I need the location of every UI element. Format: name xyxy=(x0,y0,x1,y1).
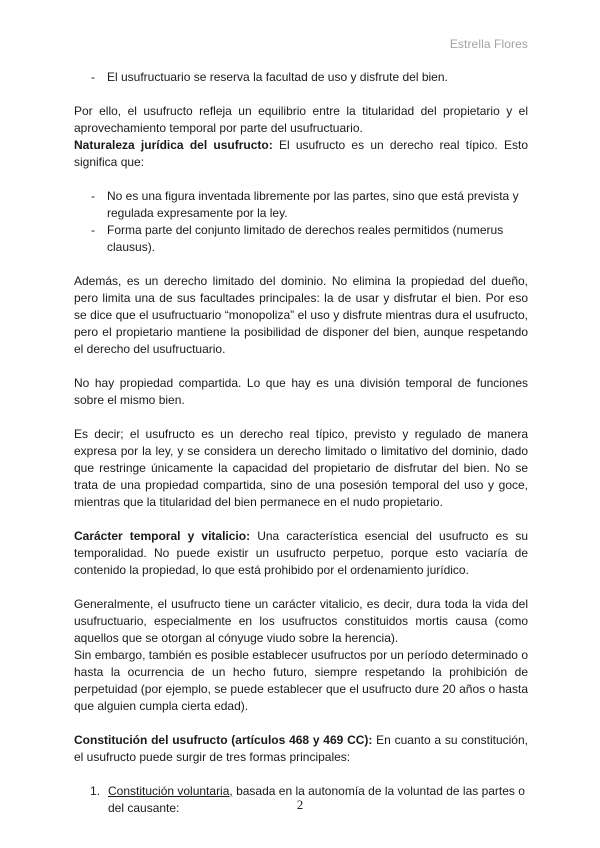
paragraph: Por ello, el usufructo refleja un equilibrio entre la titularidad del propietario y el aprovechamiento temporal por parte del usufructuario. xyxy=(74,104,528,135)
paragraph: Además, es un derecho limitado del dominio. No elimina la propiedad del dueño, pero limita una de sus facultades principales: la de usar y disfrutar el bien. Por eso se dice que el usufructuario “monopoliza” el uso y disfrute mientras dura el usufructo, pero el propietario mantiene la posibilidad de disponer del bien, aunque respetando el derecho del usufructuario. xyxy=(74,274,528,356)
section-heading: Constitución del usufructo (artículos 468 y 469 CC): xyxy=(74,733,373,747)
item-underlined-term: Constitución voluntaria, xyxy=(108,784,233,798)
paragraph: Es decir; el usufructo es un derecho real típico, previsto y regulado de manera expresa por la ley, y se considera un derecho limitado o limitativo del dominio, dado que restringe únicamente la capacidad del propietario de disfrutar del bien. No se trata de una propiedad compartida, sino de una posesión temporal del uso y goce, mientras que la titularidad del bien permanece en el nudo propietario. xyxy=(74,427,528,509)
paragraph-naturaleza xyxy=(74,137,528,171)
paragraph: Sin embargo, también es posible establecer usufructos por un período determinado o hasta la ocurrencia de un hecho futuro, siempre respetando la prohibición de perpetuidad (por ejemplo, se puede establecer que el usufructo dure 20 años o hasta que alguien cumpla cierta edad). xyxy=(74,648,528,713)
paragraph-text: Una característica esencial del usufructo es su temporalidad. No puede existir un usufructo perpetuo, porque esto vaciaría de contenido la propiedad, lo que está prohibido por el ordenamiento jurídico. xyxy=(74,529,528,577)
list-item-text: El usufructuario se reserva la facultad de uso y disfrute del bien. xyxy=(107,70,448,84)
dash-marker: - xyxy=(91,223,95,237)
item-text: basada en la autonomía de la voluntad de las partes o del causante: xyxy=(108,784,525,815)
paragraph-constitucion xyxy=(74,732,528,766)
list-item-text: Forma parte del conjunto limitado de derechos reales permitidos (numerus clausus). xyxy=(107,223,504,254)
dash-marker: - xyxy=(91,70,95,84)
page-content xyxy=(74,69,528,817)
paragraph-text: En cuanto a su constitución, el usufructo puede surgir de tres formas principales: xyxy=(74,733,528,764)
paragraph-caracter xyxy=(74,528,528,579)
list-item xyxy=(74,69,528,86)
dash-marker: - xyxy=(91,189,95,203)
section-heading: Carácter temporal y vitalicio: xyxy=(74,529,251,543)
list-item xyxy=(74,222,528,256)
paragraph: Generalmente, el usufructo tiene un carácter vitalicio, es decir, dura toda la vida del usufructuario, especialmente en los usufructos constituidos mortis causa (como aquellos que se otorgan al cónyuge viudo sobre la herencia). xyxy=(74,597,528,645)
section-heading: Naturaleza jurídica del usufructo: xyxy=(74,138,273,152)
list-item xyxy=(74,188,528,222)
header-author: Estrella Flores xyxy=(449,37,528,51)
page-number: 2 xyxy=(296,797,304,812)
paragraph: No hay propiedad compartida. Lo que hay es una división temporal de funciones sobre el mismo bien. xyxy=(74,376,528,407)
item-number: 1. xyxy=(90,784,101,798)
list-item-text: No es una figura inventada libremente por las partes, sino que está prevista y regulada expresamente por la ley. xyxy=(107,189,519,220)
paragraph-text: El usufructo es un derecho real típico. Esto significa que: xyxy=(74,138,528,169)
